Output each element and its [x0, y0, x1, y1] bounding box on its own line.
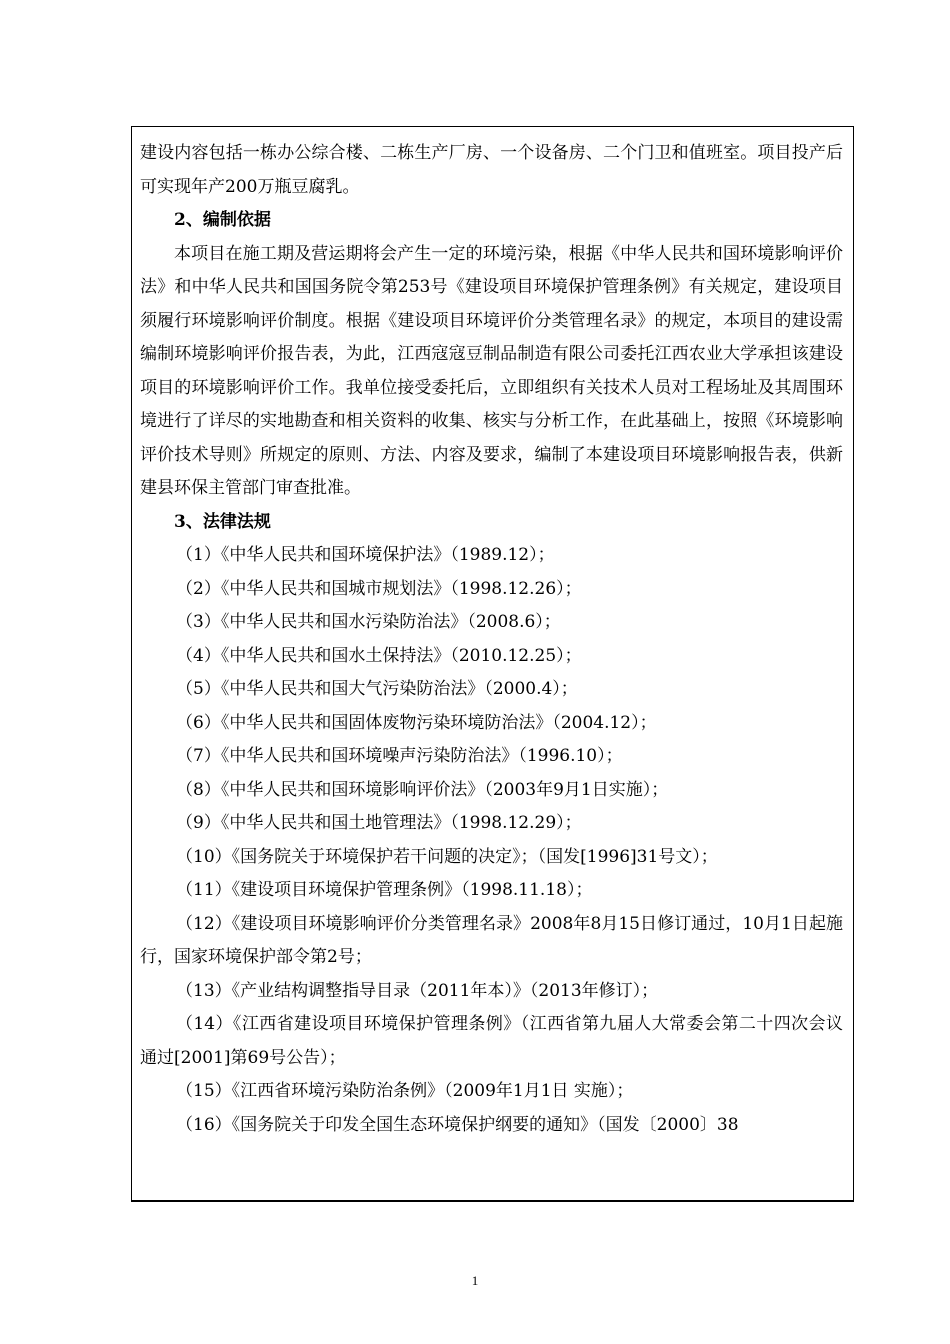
law-item-9: （9）《中华人民共和国土地管理法》（1998.12.29）；	[176, 813, 582, 833]
document-body	[140, 137, 843, 1142]
law-item-1: （1）《中华人民共和国环境保护法》（1989.12）；	[176, 545, 555, 565]
law-item-15: （15）《江西省环境污染防治条例》（2009年1月1日 实施）；	[176, 1081, 634, 1101]
law-item-5: （5）《中华人民共和国大气污染防治法》（2000.4）；	[176, 679, 578, 699]
law-item-4: （4）《中华人民共和国水土保持法》（2010.12.25）；	[176, 645, 582, 666]
law-item-16: （16）《国务院关于印发全国生态环境保护纲要的通知》（国发〔2000〕38	[176, 1114, 739, 1135]
section-2-heading: 2、编制依据	[174, 210, 271, 230]
law-item-7: （7）《中华人民共和国环境噪声污染防治法》（1996.10）；	[176, 746, 623, 766]
intro-paragraph: 建设内容包括一栋办公综合楼、二栋生产厂房、一个设备房、二个门卫和值班室。项目投产后可实现年产200万瓶豆腐乳。	[140, 143, 843, 197]
law-item-3: （3）《中华人民共和国水污染防治法》（2008.6）；	[176, 612, 561, 632]
section-3-heading: 3、法律法规	[174, 511, 271, 532]
law-item-12: （12）《建设项目环境影响评价分类管理名录》2008年8月15日修订通过，10月1日起施行，国家环境保护部令第2号；	[140, 913, 843, 967]
law-item-2: （2）《中华人民共和国城市规划法》（1998.12.26）；	[176, 578, 582, 599]
law-item-13: （13）《产业结构调整指导目录（2011年本）》（2013年修订）；	[176, 980, 659, 1001]
law-item-6: （6）《中华人民共和国固体废物污染环境防治法》（2004.12）；	[176, 712, 657, 733]
law-item-10: （10）《国务院关于环境保护若干问题的决定》；（国发[1996]31号文）；	[176, 846, 718, 867]
page-number: 1	[471, 1273, 479, 1288]
law-item-14: （14）《江西省建设项目环境保护管理条例》（江西省第九届人大常委会第二十四次会议通过[2001]第69号公告）；	[140, 1014, 843, 1068]
law-item-11: （11）《建设项目环境保护管理条例》（1998.11.18）；	[176, 880, 593, 900]
law-item-8: （8）《中华人民共和国环境影响评价法》（2003年9月1日实施）；	[176, 779, 669, 800]
section-2-body: 本项目在施工期及营运期将会产生一定的环境污染，根据《中华人民共和国环境影响评价法》和中华人民共和国国务院令第253号《建设项目环境保护管理条例》有关规定，建设项目须履行环境影响评价制度。根据《建设项目环境评价分类管理名录》的规定，本项目的建设需编制环境影响评价报告表，为此，江西寇寇豆制品制造有限公司委托江西农业大学承担该建设项目的环境影响评价工作。我单位接受委托后，立即组织有关技术人员对工程场址及其周围环境进行了详尽的实地勘查和相关资料的收集、核实与分析工作，在此基础上，按照《环境影响评价技术导则》所规定的原则、方法、内容及要求，编制了本建设项目环境影响报告表，供新建县环保主管部门审查批准。	[140, 243, 843, 498]
content-frame	[131, 126, 854, 1202]
